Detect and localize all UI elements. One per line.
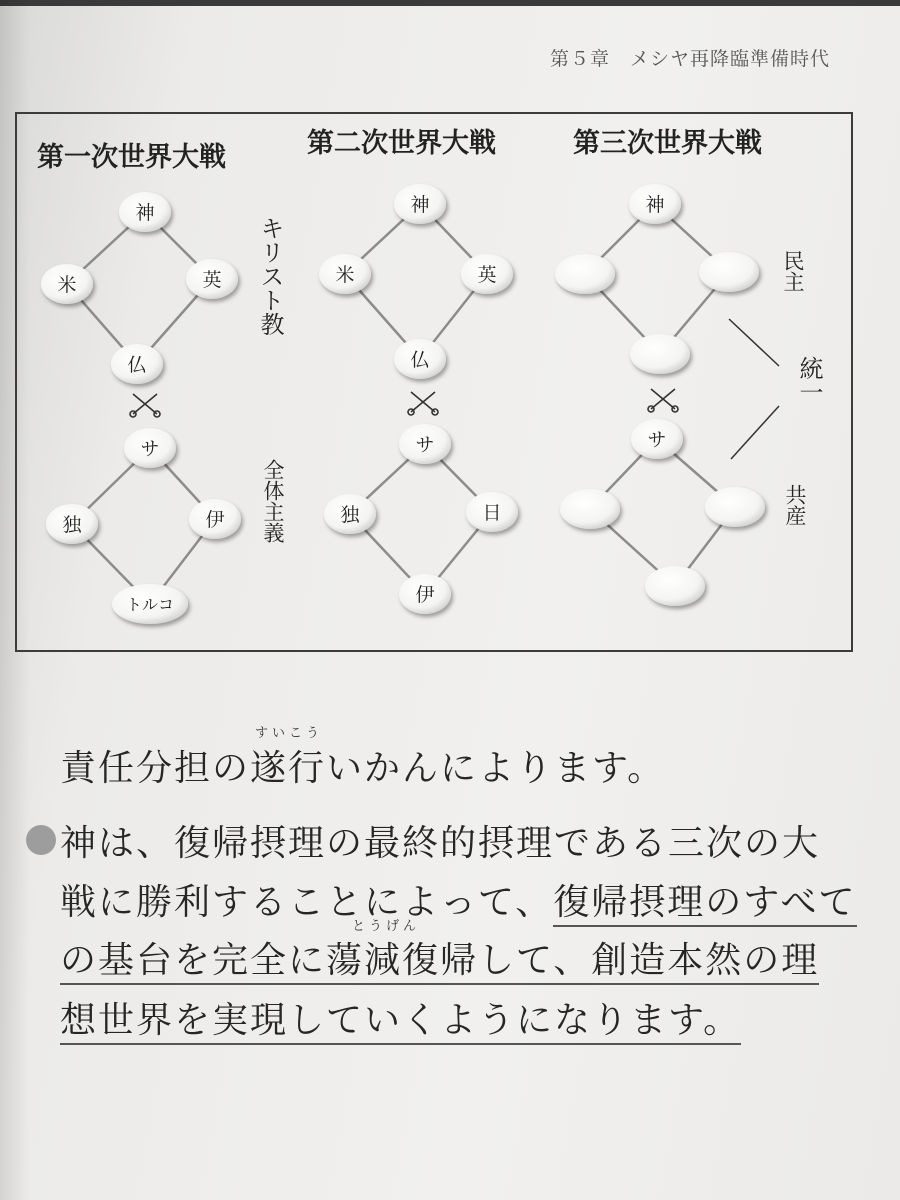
ww1-bottom-diamond xyxy=(46,428,241,624)
ww2-top-diamond xyxy=(319,184,513,379)
svg-text:トルコ: トルコ xyxy=(125,595,175,614)
body-para-line-1: 神は、復帰摂理の最終的摂理である三次の大 xyxy=(60,823,821,864)
crossed-swords-icon xyxy=(648,389,678,412)
svg-text:米: 米 xyxy=(57,274,77,296)
node-ww3-empty xyxy=(630,334,690,374)
top-edge xyxy=(0,0,900,6)
ruby-tougen: とうげん xyxy=(352,919,421,934)
svg-text:独: 独 xyxy=(340,504,360,526)
node-ww3-satan xyxy=(631,419,683,459)
node-ww1-satan xyxy=(124,428,176,468)
svg-text:神: 神 xyxy=(410,194,430,216)
node-ww1-uk xyxy=(186,259,238,299)
label-unification: 統一 xyxy=(795,356,823,404)
node-ww1-usa xyxy=(41,264,93,304)
underlined-text: 想世界を実現していくようになります。 xyxy=(60,1000,741,1045)
node-ww3-empty xyxy=(555,254,615,294)
svg-text:仏: 仏 xyxy=(410,349,430,371)
node-ww2-japan xyxy=(466,492,518,532)
running-head: 第５章 メシヤ再降臨準備時代 xyxy=(549,48,830,70)
body-line-1: 責任分担の遂行いかんによります。 xyxy=(60,748,666,789)
underlined-text: 復帰摂理のすべて xyxy=(553,882,856,927)
svg-text:伊: 伊 xyxy=(415,584,435,606)
node-ww2-germany xyxy=(324,494,376,534)
node-ww3-empty xyxy=(560,489,620,529)
ww3-top-diamond xyxy=(555,184,759,374)
svg-text:英: 英 xyxy=(477,264,497,286)
node-ww1-god xyxy=(119,192,171,232)
svg-text:伊: 伊 xyxy=(205,509,225,531)
bullet-icon xyxy=(26,825,56,855)
svg-text:日: 日 xyxy=(482,502,502,524)
label-totalitarianism: 全体主義 xyxy=(261,459,285,543)
svg-text:英: 英 xyxy=(202,269,222,291)
svg-text:米: 米 xyxy=(335,264,355,286)
svg-text:独: 独 xyxy=(62,514,82,536)
node-ww2-italy xyxy=(399,574,451,614)
title-ww1: 第一次世界大戦 xyxy=(37,142,226,173)
unification-line-bottom xyxy=(731,406,779,459)
node-ww1-turkey xyxy=(112,584,188,624)
svg-text:神: 神 xyxy=(135,202,155,224)
node-ww1-france xyxy=(111,344,163,384)
ww3-bottom-diamond xyxy=(560,419,765,606)
label-communism: 共産 xyxy=(783,484,807,526)
node-ww1-germany xyxy=(46,504,98,544)
title-ww3: 第三次世界大戦 xyxy=(573,128,762,159)
node-ww3-god xyxy=(629,184,681,224)
crossed-swords-icon xyxy=(408,392,438,415)
svg-text:サ: サ xyxy=(415,434,435,456)
ww2-bottom-diamond xyxy=(324,424,518,614)
label-democracy: 民主 xyxy=(781,250,805,292)
plain-text: 戦に勝利することによって、 xyxy=(60,882,554,923)
node-ww3-empty xyxy=(645,566,705,606)
diagram-frame xyxy=(15,112,853,652)
crossed-swords-icon xyxy=(130,394,160,417)
node-ww1-italy xyxy=(189,499,241,539)
title-ww2: 第二次世界大戦 xyxy=(307,128,496,159)
underlined-text: の基台を完全に蕩減復帰して、創造本然の理 xyxy=(60,940,819,985)
node-ww2-satan xyxy=(399,424,451,464)
body-para-line-3 xyxy=(60,932,860,983)
label-christianity: キリスト教 xyxy=(256,216,284,336)
unification-line-top xyxy=(729,319,779,366)
body-para-line-2 xyxy=(60,874,860,925)
node-ww3-empty xyxy=(699,252,759,292)
node-ww2-god xyxy=(394,184,446,224)
node-ww2-usa xyxy=(319,254,371,294)
svg-text:サ: サ xyxy=(140,438,160,460)
ruby-suikou: すいこう xyxy=(255,726,324,741)
node-ww3-empty xyxy=(705,487,765,527)
node-ww2-france xyxy=(394,339,446,379)
svg-text:サ: サ xyxy=(647,429,667,451)
world-wars-diagram xyxy=(17,114,851,650)
svg-text:仏: 仏 xyxy=(127,354,147,376)
body-para-line-4 xyxy=(60,992,860,1043)
ww1-top-diamond xyxy=(41,192,238,384)
node-ww2-uk xyxy=(461,254,513,294)
svg-text:神: 神 xyxy=(645,194,665,216)
